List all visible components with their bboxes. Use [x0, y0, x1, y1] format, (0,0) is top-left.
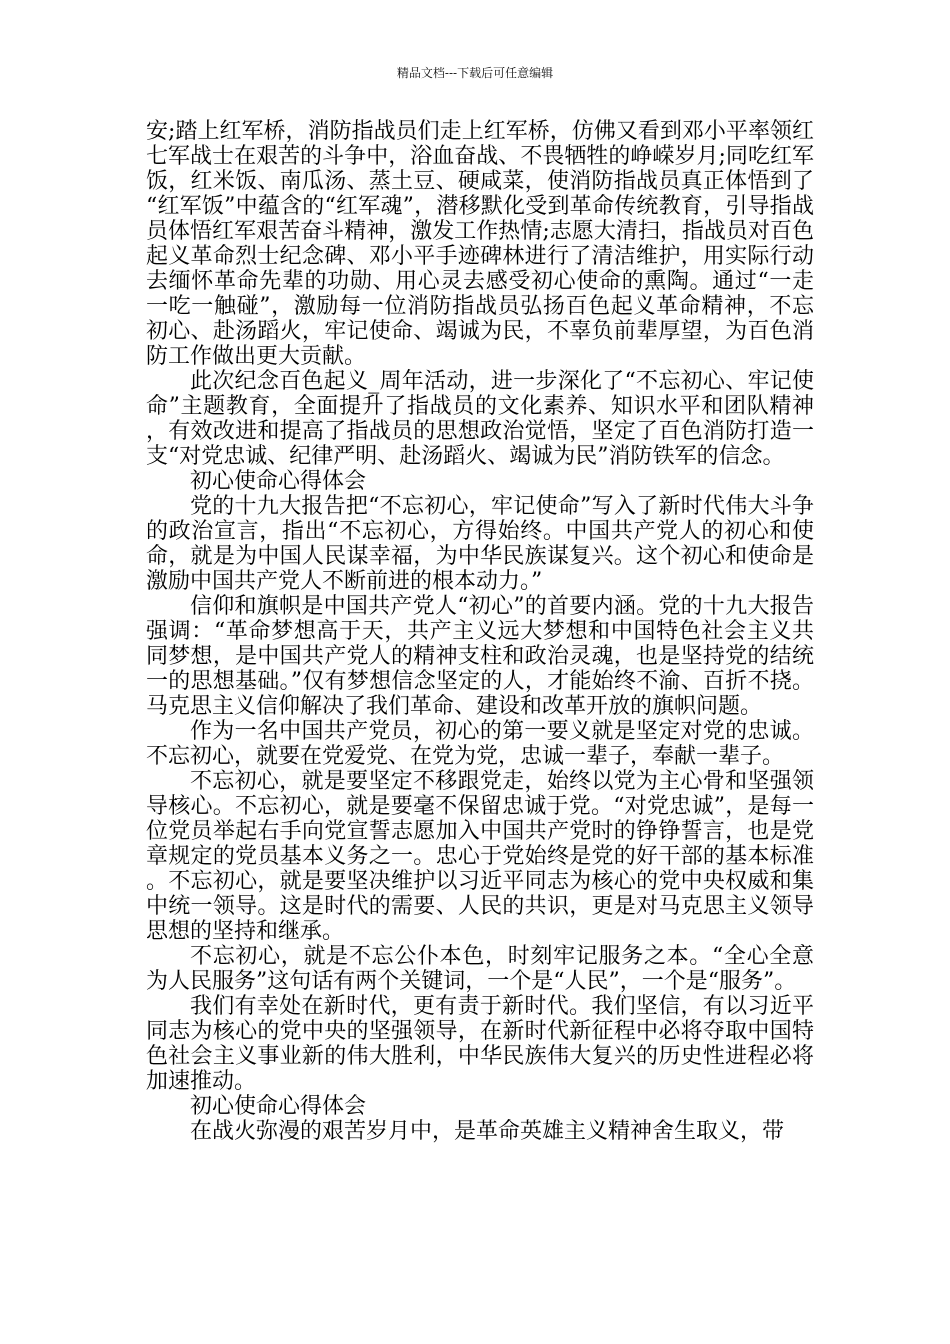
- paragraph: 不忘初心，就是要坚定不移跟党走，始终以党为主心骨和坚强领导核心。不忘初心，就是要毫不保留忠诚于党。“对党忠诚”，是每一位党员举起右手向党宣誓志愿加入中国共产党时的铮铮誓言，也是党章规定的党员基本义务之一。忠心于党始终是党的好干部的基本标准。不忘初心，就是要坚决维护以习近平同志为核心的党中央权威和集中统一领导。这是时代的需要、人民的共识，更是对马克思主义领导思想的坚持和继承。: [146, 769, 814, 944]
- paragraph: 在战火弥漫的艰苦岁月中，是革命英雄主义精神舍生取义，带: [190, 1119, 785, 1144]
- section-heading: 初心使命心得体会: [190, 469, 367, 494]
- section-heading: 初心使命心得体会: [190, 1094, 367, 1119]
- paragraph: 党的十九大报告把“不忘初心，牢记使命”写入了新时代伟大斗争的政治宣言，指出“不忘初心，方得始终。中国共产党人的初心和使命，就是为中国人民谋幸福，为中华民族谋复兴。这个初心和使命是激励中国共产党人不断前进的根本动力。”: [146, 494, 814, 594]
- paragraph-continuation: 安;踏上红军桥，消防指战员们走上红军桥，仿佛又看到邓小平率领红七军战士在艰苦的斗争中，浴血奋战、不畏牺牲的峥嵘岁月;同吃红军饭，红米饭、南瓜汤、蒸土豆、硬咸菜，使消防指战员真正体悟到了“红军饭”中蕴含的“红军魂”，潜移默化受到革命传统教育，引导指战员体悟红军艰苦奋斗精神，激发工作热情;志愿大清扫，指战员对百色起义革命烈士纪念碑、邓小平手迹碑林进行了清洁维护，用实际行动去缅怀革命先辈的功勋、用心灵去感受初心使命的熏陶。通过“一走一吃一触碰”，激励每一位消防指战员弘扬百色起义革命精神，不忘初心、赴汤蹈火，牢记使命、竭诚为民，不辜负前辈厚望，为百色消防工作做出更大贡献。: [146, 119, 814, 369]
- paragraph: 不忘初心，就是不忘公仆本色，时刻牢记服务之本。“全心全意为人民服务”这句话有两个关键词，一个是“人民”，一个是“服务”。: [146, 944, 814, 994]
- paragraph: 此次纪念百色起义_周年活动，进一步深化了“不忘初心、牢记使命”主题教育，全面提升了指战员的文化素养、知识水平和团队精神，有效改进和提高了指战员的思想政治觉悟，坚定了百色消防打造一支“对党忠诚、纪律严明、赴汤蹈火、竭诚为民”消防铁军的信念。: [146, 369, 814, 469]
- paragraph: 作为一名中国共产党员，初心的第一要义就是坚定对党的忠诚。不忘初心，就要在党爱党、在党为党，忠诚一辈子，奉献一辈子。: [146, 719, 814, 769]
- page-header: 精品文档---下载后可任意编辑: [396, 66, 554, 80]
- document-body: [146, 119, 814, 1144]
- paragraph: 信仰和旗帜是中国共产党人“初心”的首要内涵。党的十九大报告强调：“革命梦想高于天，共产主义远大梦想和中国特色社会主义共同梦想，是中国共产党人的精神支柱和政治灵魂，也是坚持党的结统一的思想基础。”仅有梦想信念坚定的人，才能始终不渝、百折不挠。马克思主义信仰解决了我们革命、建设和改革开放的旗帜问题。: [146, 594, 814, 719]
- paragraph: 我们有幸处在新时代，更有责于新时代。我们坚信，有以习近平同志为核心的党中央的坚强领导，在新时代新征程中必将夺取中国特色社会主义事业新的伟大胜利，中华民族伟大复兴的历史性进程必将加速推动。: [146, 994, 814, 1094]
